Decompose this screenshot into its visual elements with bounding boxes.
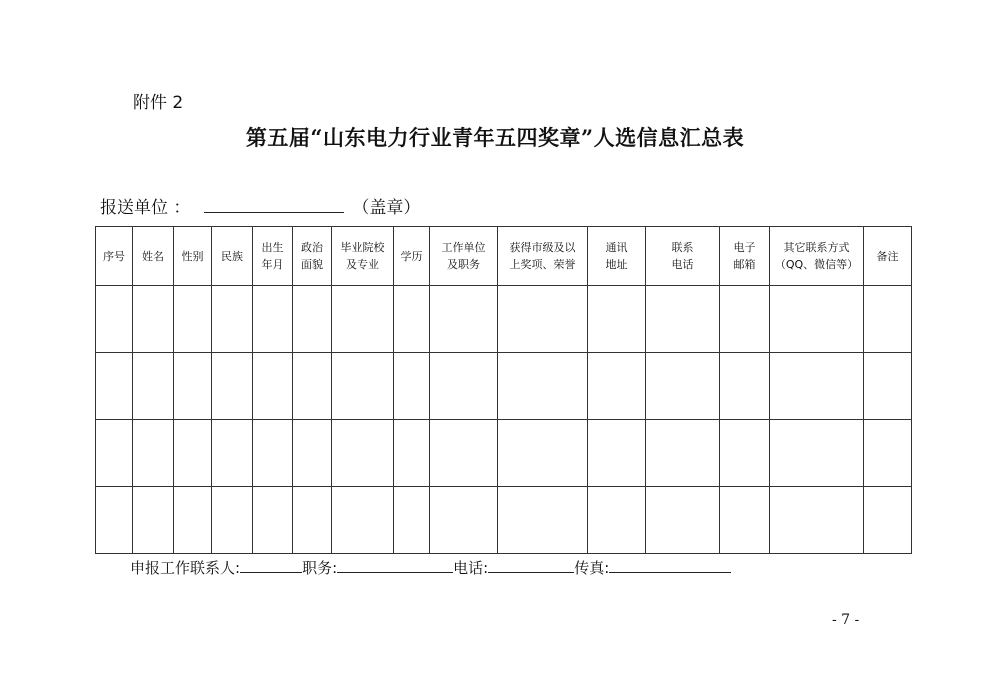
table-cell[interactable] [332,353,394,420]
col-header-name: 姓名 [133,227,174,286]
col-header-other-contact: 其它联系方式 （QQ、微信等） [770,227,864,286]
table-cell[interactable] [720,353,770,420]
table-cell[interactable] [174,420,212,487]
table-cell[interactable] [430,487,498,554]
table-cell[interactable] [293,286,332,353]
table-cell[interactable] [96,286,133,353]
phone-blank[interactable] [488,556,574,573]
table-cell[interactable] [588,420,646,487]
col-header-school-major: 毕业院校 及专业 [332,227,394,286]
table-cell[interactable] [646,420,720,487]
table-cell[interactable] [253,420,293,487]
table-cell[interactable] [212,353,253,420]
table-cell[interactable] [253,286,293,353]
table-body [96,286,912,554]
reporting-unit-line [100,193,420,218]
table-cell[interactable] [430,286,498,353]
table-cell[interactable] [430,353,498,420]
table-cell[interactable] [646,286,720,353]
footer-contact-line [130,556,731,578]
table-cell[interactable] [394,487,430,554]
table-row [96,487,912,554]
table-cell[interactable] [293,420,332,487]
page-title: 第五届“山东电力行业青年五四奖章”人选信息汇总表 [245,125,745,150]
attachment-label: 附件 2 [133,93,184,113]
reporting-unit-blank[interactable] [204,196,344,213]
table-cell[interactable] [720,286,770,353]
table-row [96,286,912,353]
table-cell[interactable] [770,420,864,487]
col-header-awards: 获得市级及以 上奖项、荣誉 [498,227,588,286]
table-cell[interactable] [720,420,770,487]
table-cell[interactable] [332,420,394,487]
table-cell[interactable] [96,353,133,420]
table-cell[interactable] [133,487,174,554]
phone-label: 电话: [453,559,489,577]
table-cell[interactable] [646,353,720,420]
table-cell[interactable] [864,286,912,353]
table-cell[interactable] [864,487,912,554]
table-cell[interactable] [864,420,912,487]
table-cell[interactable] [588,353,646,420]
table-cell[interactable] [498,353,588,420]
table-cell[interactable] [174,487,212,554]
table-cell[interactable] [770,286,864,353]
fax-label: 传真: [574,559,610,577]
table-row [96,420,912,487]
col-header-mailing-address: 通讯 地址 [588,227,646,286]
fax-blank[interactable] [609,556,731,573]
seal-note: （盖章） [352,198,421,218]
table-cell[interactable] [394,286,430,353]
table-cell[interactable] [253,487,293,554]
table-row [96,353,912,420]
col-header-ethnicity: 民族 [212,227,253,286]
table-cell[interactable] [133,420,174,487]
position-blank[interactable] [337,556,453,573]
col-header-remarks: 备注 [864,227,912,286]
col-header-email: 电子 邮箱 [720,227,770,286]
table-cell[interactable] [498,487,588,554]
table-cell[interactable] [253,353,293,420]
table-cell[interactable] [430,420,498,487]
col-header-gender: 性别 [174,227,212,286]
table-cell[interactable] [212,420,253,487]
table-cell[interactable] [174,286,212,353]
col-header-birth-date: 出生 年月 [253,227,293,286]
table-cell[interactable] [96,420,133,487]
table-cell[interactable] [394,353,430,420]
table-cell[interactable] [96,487,133,554]
contact-person-label: 申报工作联系人: [130,559,241,577]
table-cell[interactable] [770,487,864,554]
table-cell[interactable] [864,353,912,420]
table-cell[interactable] [133,286,174,353]
table-cell[interactable] [332,286,394,353]
table-cell[interactable] [293,353,332,420]
contact-person-blank[interactable] [240,556,302,573]
table-cell[interactable] [332,487,394,554]
table-cell[interactable] [498,286,588,353]
table-cell[interactable] [394,420,430,487]
reporting-unit-label: 报送单位 ： [100,198,191,218]
table-cell[interactable] [646,487,720,554]
table-cell[interactable] [293,487,332,554]
table-cell[interactable] [770,353,864,420]
table-cell[interactable] [174,353,212,420]
table-cell[interactable] [498,420,588,487]
col-header-employer-position: 工作单位 及职务 [430,227,498,286]
col-header-serial: 序号 [96,227,133,286]
candidate-summary-table [95,226,912,554]
table-cell[interactable] [133,353,174,420]
col-header-education: 学历 [394,227,430,286]
table-cell[interactable] [212,286,253,353]
table-header-row [96,227,912,286]
page-number: - 7 - [832,612,860,628]
col-header-political-status: 政治 面貌 [293,227,332,286]
col-header-phone: 联系 电话 [646,227,720,286]
position-label: 职务: [302,559,338,577]
table-cell[interactable] [720,487,770,554]
table-cell[interactable] [212,487,253,554]
table-cell[interactable] [588,286,646,353]
table-cell[interactable] [588,487,646,554]
